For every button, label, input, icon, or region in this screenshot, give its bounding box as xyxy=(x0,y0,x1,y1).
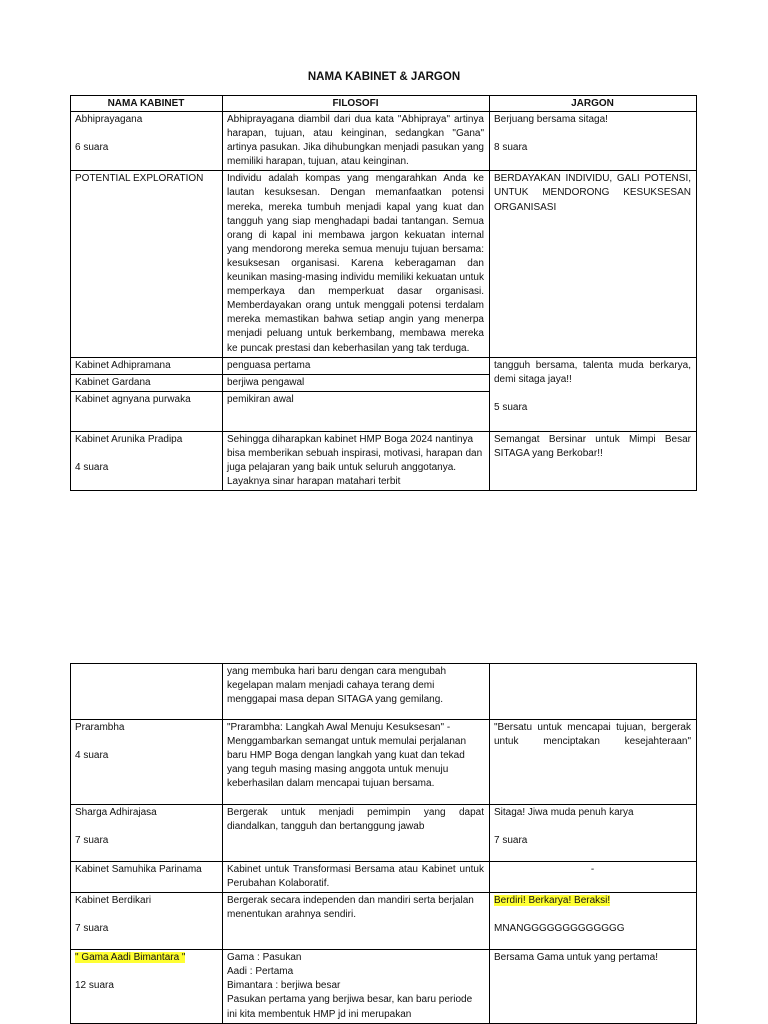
cabinet-name: POTENTIAL EXPLORATION xyxy=(71,171,223,357)
header-nama-kabinet: NAMA KABINET xyxy=(71,96,223,112)
cabinet-philosophy: Kabinet untuk Transformasi Bersama atau Kabinet untuk Perubahan Kolaboratif. xyxy=(223,862,490,893)
table-row xyxy=(71,950,697,1023)
header-jargon: JARGON xyxy=(490,96,697,112)
cabinet-table-part1 xyxy=(70,95,697,491)
table-row xyxy=(71,664,697,720)
cabinet-name: Kabinet agnyana purwaka xyxy=(71,391,223,431)
table-row xyxy=(71,431,697,490)
vote-count: 12 suara xyxy=(75,980,114,992)
highlighted-jargon: Berdiri! Berkarya! Beraksi! xyxy=(494,895,611,907)
cabinet-jargon: Berjuang bersama sitaga! 8 suara xyxy=(490,112,697,171)
cabinet-jargon: - xyxy=(490,862,697,893)
cabinet-name: Prarambha 4 suara xyxy=(71,720,223,805)
cabinet-jargon: Semangat Bersinar untuk Mimpi Besar SITAGA yang Berkobar!! xyxy=(490,431,697,490)
cabinet-philosophy: "Prarambha: Langkah Awal Menuju Kesuksesan" - Menggambarkan semangat untuk memulai perjalanan baru HMP Boga dengan langkah yang kuat dan tekad yang teguh masing masing anggota untuk menuju keberhasilan dalam mencapai tujuan bersama. xyxy=(223,720,490,805)
cabinet-name: Kabinet Adhipramana xyxy=(71,357,223,374)
cabinet-name-empty xyxy=(71,664,223,720)
cabinet-jargon: Bersama Gama untuk yang pertama! xyxy=(490,950,697,1023)
cabinet-jargon-empty xyxy=(490,664,697,720)
cabinet-philosophy: Abhiprayagana diambil dari dua kata "Abhipraya" artinya harapan, tujuan, atau keinginan, sedangkan "Gana" artinya pasukan. Jika dihubungkan menjadi pasukan yang memiliki harapan, tujuan, atau keinginan. xyxy=(223,112,490,171)
cabinet-philosophy: pemikiran awal xyxy=(223,391,490,431)
table-row xyxy=(71,112,697,171)
document-title: NAMA KABINET & JARGON xyxy=(307,71,461,83)
table-row xyxy=(71,893,697,950)
cabinet-philosophy: Individu adalah kompas yang mengarahkan Anda ke lautan kesuksesan. Dengan memanfaatkan potensi mereka, mereka tumbuh menjadi kapal yang kuat dan tangguh yang siap menghadapi badai tantangan. Semua orang di kapal ini membawa jargon kekuatan internal yang mendorong mereka semua menuju tujuan bersama: kesuksesan organisasi. Karena keberagaman dan keunikan masing-masing individu memiliki kekuatan untuk memperkaya dan memperkuat dasar organisasi. Memberdayakan orang untuk menggali potensi terdalam mereka memastikan bahwa setiap angin yang menerpa menjadi peluang untuk berkembang, membawa mereka ke puncak prestasi dan keberhasilan yang tak terduga. xyxy=(223,171,490,357)
jargon-extra: MNANGGGGGGGGGGGGG xyxy=(494,923,625,935)
cabinet-philosophy: berjiwa pengawal xyxy=(223,374,490,391)
table-header-row xyxy=(71,96,697,112)
table-row xyxy=(71,862,697,893)
cabinet-philosophy: yang membuka hari baru dengan cara mengubah kegelapan malam menjadi cahaya terang demi menggapai masa depan SITAGA yang gemilang. xyxy=(223,664,490,720)
cabinet-name xyxy=(71,950,223,1023)
table-row xyxy=(71,357,697,374)
highlighted-cabinet-name: " Gama Aadi Bimantara " xyxy=(75,952,186,964)
cabinet-jargon: Sitaga! Jiwa muda penuh karya 7 suara xyxy=(490,805,697,862)
cabinet-philosophy: Bergerak secara independen dan mandiri serta berjalan menentukan arahnya sendiri. xyxy=(223,893,490,950)
cabinet-table-part2 xyxy=(70,663,697,1024)
cabinet-name: Kabinet Berdikari 7 suara xyxy=(71,893,223,950)
cabinet-philosophy: Gama : Pasukan Aadi : Pertama Bimantara : berjiwa besar Pasukan pertama yang berjiwa besar, kan baru periode ini kita membentuk HMP jd ini merupakan xyxy=(223,950,490,1023)
cabinet-philosophy: Sehingga diharapkan kabinet HMP Boga 2024 nantinya bisa memberikan sebuah inspirasi, motivasi, harapan dan juga pelajaran yang baik untuk seluruh anggotanya. Layaknya sinar harapan matahari terbit xyxy=(223,431,490,490)
table-row xyxy=(71,805,697,862)
cabinet-jargon: tangguh bersama, talenta muda berkarya, demi sitaga jaya!! 5 suara xyxy=(490,357,697,431)
cabinet-jargon xyxy=(490,893,697,950)
cabinet-name: Kabinet Samuhika Parinama xyxy=(71,862,223,893)
cabinet-name: Kabinet Arunika Pradipa 4 suara xyxy=(71,431,223,490)
cabinet-jargon: "Bersatu untuk mencapai tujuan, bergerak untuk menciptakan kesejahteraan" xyxy=(490,720,697,805)
cabinet-jargon: BERDAYAKAN INDIVIDU, GALI POTENSI, UNTUK MENDORONG KESUKSESAN ORGANISASI xyxy=(490,171,697,357)
cabinet-philosophy: Bergerak untuk menjadi pemimpin yang dapat diandalkan, tangguh dan bertanggung jawab xyxy=(223,805,490,862)
table-row xyxy=(71,720,697,805)
cabinet-name: Abhiprayagana 6 suara xyxy=(71,112,223,171)
cabinet-philosophy: penguasa pertama xyxy=(223,357,490,374)
cabinet-name: Kabinet Gardana xyxy=(71,374,223,391)
header-filosofi: FILOSOFI xyxy=(223,96,490,112)
table-row xyxy=(71,171,697,357)
cabinet-name: Sharga Adhirajasa 7 suara xyxy=(71,805,223,862)
